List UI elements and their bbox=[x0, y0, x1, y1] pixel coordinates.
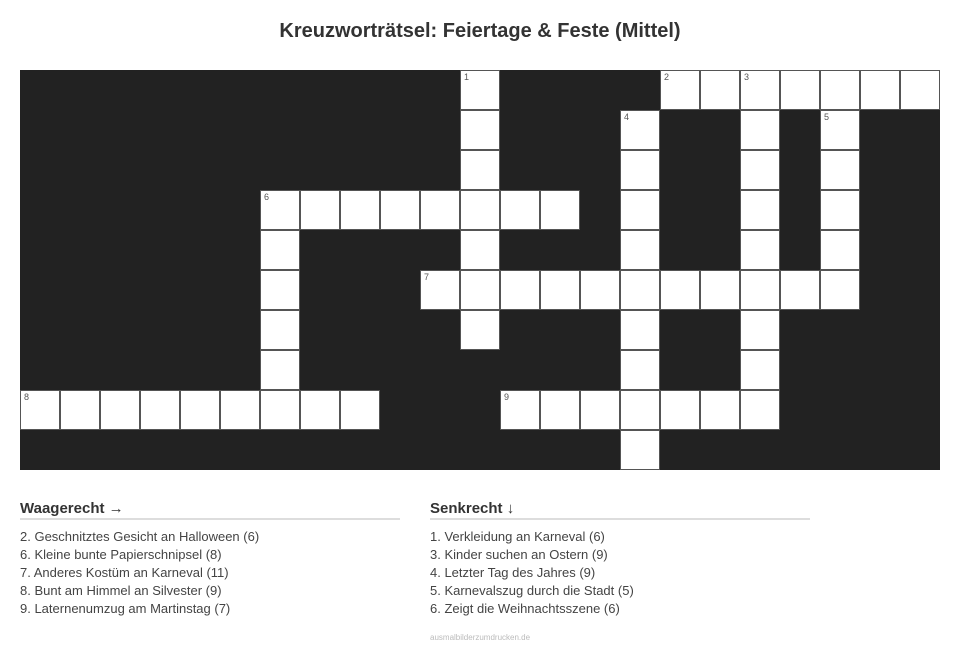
crossword-cell[interactable] bbox=[100, 390, 140, 430]
clue-number: 5 bbox=[824, 112, 830, 122]
crossword-cell[interactable] bbox=[620, 110, 660, 150]
crossword-cell[interactable] bbox=[300, 390, 340, 430]
crossword-cell[interactable] bbox=[860, 70, 900, 110]
clue-number: 6 bbox=[264, 192, 270, 202]
crossword-cell[interactable] bbox=[620, 310, 660, 350]
clue-number: 8 bbox=[24, 392, 30, 402]
across-clue: 2. Geschnitztes Gesicht an Halloween (6) bbox=[20, 529, 260, 544]
down-clue: 4. Letzter Tag des Jahres (9) bbox=[430, 565, 596, 580]
crossword-cell[interactable] bbox=[20, 390, 60, 430]
crossword-cell[interactable] bbox=[220, 390, 260, 430]
clue-number: 2 bbox=[664, 72, 670, 82]
crossword-cell[interactable] bbox=[820, 110, 860, 150]
crossword-cell[interactable] bbox=[820, 150, 860, 190]
across-heading bbox=[20, 500, 400, 520]
crossword-cell[interactable] bbox=[460, 70, 500, 110]
arrow-down-icon: ↓ bbox=[506, 500, 515, 517]
crossword-cell[interactable] bbox=[740, 390, 780, 430]
crossword-cell[interactable] bbox=[460, 310, 500, 350]
crossword-cell[interactable] bbox=[620, 270, 660, 310]
crossword-cell[interactable] bbox=[260, 350, 300, 390]
crossword-cell[interactable] bbox=[140, 390, 180, 430]
crossword-cell[interactable] bbox=[740, 190, 780, 230]
down-heading bbox=[430, 500, 810, 520]
across-clue: 7. Anderes Kostüm an Karneval (11) bbox=[20, 565, 229, 580]
crossword-cell[interactable] bbox=[60, 390, 100, 430]
crossword-cell[interactable] bbox=[300, 190, 340, 230]
crossword-cell[interactable] bbox=[260, 270, 300, 310]
crossword-cell[interactable] bbox=[620, 190, 660, 230]
crossword-cell[interactable] bbox=[540, 190, 580, 230]
down-clue: 6. Zeigt die Weihnachtsszene (6) bbox=[430, 601, 620, 616]
clue-number: 3 bbox=[744, 72, 750, 82]
crossword-cell[interactable] bbox=[620, 430, 660, 470]
down-clue: 3. Kinder suchen an Ostern (9) bbox=[430, 547, 608, 562]
crossword-cell[interactable] bbox=[780, 70, 820, 110]
crossword-cell[interactable] bbox=[740, 230, 780, 270]
crossword-cell[interactable] bbox=[580, 270, 620, 310]
crossword-cell[interactable] bbox=[500, 190, 540, 230]
clue-number: 9 bbox=[504, 392, 510, 402]
crossword-cell[interactable] bbox=[460, 230, 500, 270]
crossword-cell[interactable] bbox=[500, 390, 540, 430]
clue-number: 1 bbox=[464, 72, 470, 82]
crossword-cell[interactable] bbox=[460, 150, 500, 190]
across-clue: 6. Kleine bunte Papierschnipsel (8) bbox=[20, 547, 222, 562]
crossword-cell[interactable] bbox=[820, 70, 860, 110]
crossword-cell[interactable] bbox=[580, 390, 620, 430]
clue-number: 7 bbox=[424, 272, 430, 282]
crossword-cell[interactable] bbox=[540, 270, 580, 310]
down-clue: 5. Karnevalszug durch die Stadt (5) bbox=[430, 583, 634, 598]
crossword-cell[interactable] bbox=[460, 190, 500, 230]
crossword-cell[interactable] bbox=[260, 230, 300, 270]
crossword-cell[interactable] bbox=[740, 310, 780, 350]
down-clues bbox=[430, 500, 810, 618]
crossword-cell[interactable] bbox=[380, 190, 420, 230]
across-heading-label: Waagerecht bbox=[20, 500, 105, 517]
crossword-cell[interactable] bbox=[820, 270, 860, 310]
crossword-cell[interactable] bbox=[660, 70, 700, 110]
crossword-cell[interactable] bbox=[500, 270, 540, 310]
crossword-cell[interactable] bbox=[740, 110, 780, 150]
crossword-cell[interactable] bbox=[700, 390, 740, 430]
crossword-cell[interactable] bbox=[460, 270, 500, 310]
crossword-cell[interactable] bbox=[740, 350, 780, 390]
crossword-cell[interactable] bbox=[740, 270, 780, 310]
crossword-cell[interactable] bbox=[700, 70, 740, 110]
arrow-right-icon: → bbox=[108, 500, 124, 517]
crossword-cell[interactable] bbox=[740, 70, 780, 110]
footer-credit: ausmalbilderzumdrucken.de bbox=[430, 633, 531, 642]
crossword-cell[interactable] bbox=[660, 270, 700, 310]
crossword-cell[interactable] bbox=[180, 390, 220, 430]
down-heading-label: Senkrecht bbox=[430, 500, 503, 517]
crossword-cell[interactable] bbox=[900, 70, 940, 110]
crossword-cell[interactable] bbox=[700, 270, 740, 310]
crossword-cell[interactable] bbox=[340, 390, 380, 430]
down-clue: 1. Verkleidung an Karneval (6) bbox=[430, 529, 605, 544]
crossword-grid bbox=[20, 70, 940, 470]
crossword-cell[interactable] bbox=[540, 390, 580, 430]
crossword-cell[interactable] bbox=[620, 150, 660, 190]
crossword-cell[interactable] bbox=[260, 390, 300, 430]
crossword-cell[interactable] bbox=[620, 350, 660, 390]
crossword-cell[interactable] bbox=[620, 230, 660, 270]
crossword-cell[interactable] bbox=[420, 190, 460, 230]
across-clue: 9. Laternenumzug am Martinstag (7) bbox=[20, 601, 231, 616]
across-clue: 8. Bunt am Himmel an Silvester (9) bbox=[20, 583, 222, 598]
crossword-cell[interactable] bbox=[660, 390, 700, 430]
page-title: Kreuzworträtsel: Feiertage & Feste (Mittel) bbox=[279, 20, 681, 42]
crossword-cell[interactable] bbox=[820, 230, 860, 270]
crossword-cell[interactable] bbox=[780, 270, 820, 310]
crossword-cell[interactable] bbox=[820, 190, 860, 230]
crossword-cell[interactable] bbox=[740, 150, 780, 190]
crossword-cell[interactable] bbox=[420, 270, 460, 310]
crossword-cell[interactable] bbox=[620, 390, 660, 430]
across-clues bbox=[20, 500, 400, 618]
crossword-cell[interactable] bbox=[460, 110, 500, 150]
crossword-cell[interactable] bbox=[260, 190, 300, 230]
crossword-cell[interactable] bbox=[340, 190, 380, 230]
clue-number: 4 bbox=[624, 112, 630, 122]
crossword-cell[interactable] bbox=[260, 310, 300, 350]
